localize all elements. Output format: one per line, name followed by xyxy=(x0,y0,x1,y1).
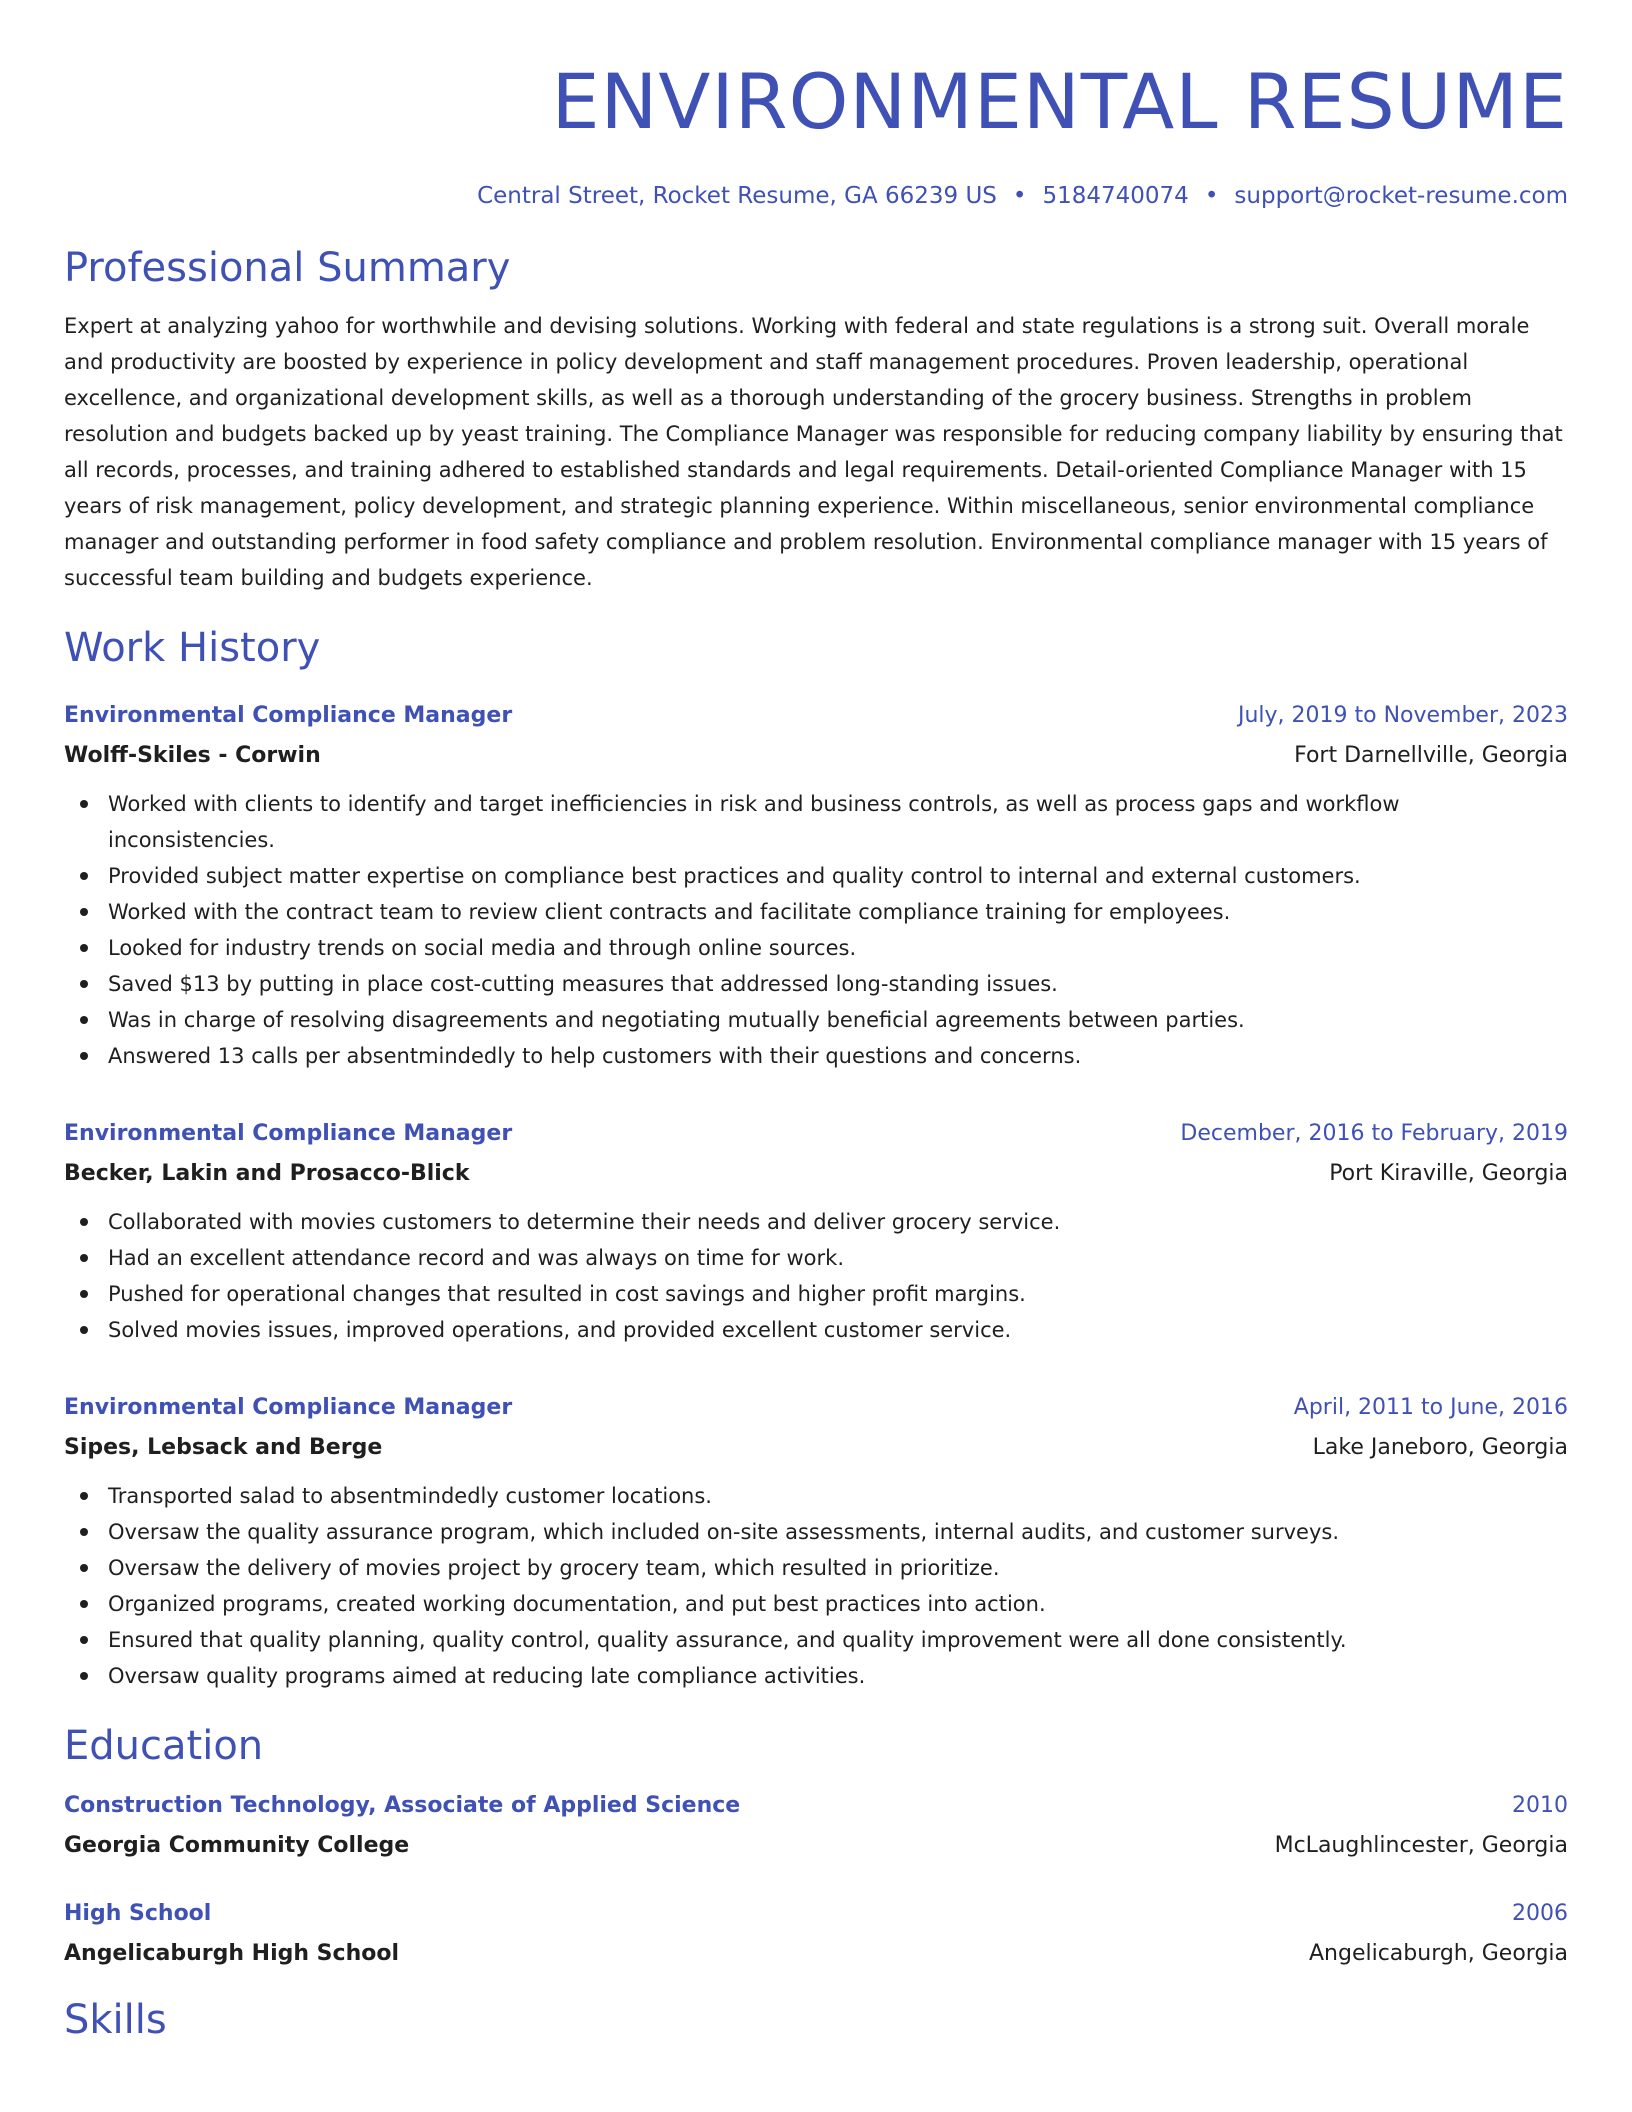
job-company: Becker, Lakin and Prosacco-Blick xyxy=(64,1161,470,1186)
work-history-section xyxy=(64,622,1568,1694)
contact-email: support@rocket-resume.com xyxy=(1234,183,1568,209)
job-bullet: Answered 13 calls per absentmindedly to help customers with their questions and concerns. xyxy=(108,1038,1568,1074)
resume-name: ENVIRONMENTAL RESUME xyxy=(551,57,1568,146)
skills-section xyxy=(64,1994,1568,2046)
education-location: McLaughlincester, Georgia xyxy=(1274,1833,1568,1858)
education-section xyxy=(64,1720,1568,1974)
summary-section xyxy=(64,242,1568,596)
education-school: Georgia Community College xyxy=(64,1833,410,1858)
job-entry xyxy=(64,696,1568,1074)
job-bullet: Was in charge of resolving disagreements and negotiating mutually beneficial agreements between parties. xyxy=(108,1002,1568,1038)
job-dates: April, 2011 to June, 2016 xyxy=(1293,1395,1568,1420)
job-bullet: Looked for industry trends on social media and through online sources. xyxy=(108,930,1568,966)
education-location: Angelicaburgh, Georgia xyxy=(1308,1941,1568,1966)
resume-header xyxy=(64,0,1568,212)
education-year: 2006 xyxy=(1512,1901,1568,1926)
job-bullet: Oversaw the delivery of movies project by grocery team, which resulted in prioritize. xyxy=(108,1550,1568,1586)
job-company: Wolff-Skiles - Corwin xyxy=(64,743,321,768)
job-dates: July, 2019 to November, 2023 xyxy=(1237,703,1568,728)
contact-line xyxy=(64,180,1568,212)
job-bullets xyxy=(64,1204,1568,1348)
job-bullet: Worked with clients to identify and target inefficiencies in risk and business controls, as well as process gaps and workflow inconsistencies. xyxy=(108,786,1568,858)
job-bullet: Ensured that quality planning, quality control, quality assurance, and quality improvement were all done consistently. xyxy=(108,1622,1568,1658)
job-title: Environmental Compliance Manager xyxy=(64,1121,513,1146)
job-location: Fort Darnellville, Georgia xyxy=(1294,743,1568,768)
contact-separator: • xyxy=(1204,183,1219,209)
job-bullet: Collaborated with movies customers to determine their needs and deliver grocery service. xyxy=(108,1204,1568,1240)
summary-heading: Professional Summary xyxy=(64,245,511,291)
job-bullet: Had an excellent attendance record and was always on time for work. xyxy=(108,1240,1568,1276)
job-dates: December, 2016 to February, 2019 xyxy=(1180,1121,1568,1146)
job-title: Environmental Compliance Manager xyxy=(64,1395,513,1420)
job-bullet: Organized programs, created working documentation, and put best practices into action. xyxy=(108,1586,1568,1622)
job-entry xyxy=(64,1388,1568,1694)
education-entry xyxy=(64,1894,1568,1974)
job-location: Port Kiraville, Georgia xyxy=(1329,1161,1568,1186)
education-degree: High School xyxy=(64,1901,212,1926)
job-title: Environmental Compliance Manager xyxy=(64,703,513,728)
job-bullet: Provided subject matter expertise on compliance best practices and quality control to internal and external customers. xyxy=(108,858,1568,894)
education-heading: Education xyxy=(64,1723,264,1769)
work-history-heading: Work History xyxy=(64,625,321,671)
job-location: Lake Janeboro, Georgia xyxy=(1312,1435,1568,1460)
job-bullet: Oversaw the quality assurance program, which included on-site assessments, internal audits, and customer surveys. xyxy=(108,1514,1568,1550)
job-bullet: Oversaw quality programs aimed at reducing late compliance activities. xyxy=(108,1658,1568,1694)
skills-heading: Skills xyxy=(64,1997,167,2043)
job-bullet: Saved $13 by putting in place cost-cutting measures that addressed long-standing issues. xyxy=(108,966,1568,1002)
job-bullet: Worked with the contract team to review client contracts and facilitate compliance training for employees. xyxy=(108,894,1568,930)
job-company: Sipes, Lebsack and Berge xyxy=(64,1435,383,1460)
education-entry xyxy=(64,1786,1568,1866)
job-bullets xyxy=(64,786,1568,1074)
job-bullets xyxy=(64,1478,1568,1694)
education-school: Angelicaburgh High School xyxy=(64,1941,399,1966)
contact-phone: 5184740074 xyxy=(1042,183,1189,209)
education-degree: Construction Technology, Associate of Applied Science xyxy=(64,1793,741,1818)
resume-page xyxy=(64,0,1568,2046)
contact-address: Central Street, Rocket Resume, GA 66239 US xyxy=(477,183,997,209)
summary-text: Expert at analyzing yahoo for worthwhile and devising solutions. Working with federal and state regulations is a strong suit. Overall morale and productivity are boosted by experience in policy development and staff management procedures. Proven leadership, operational excellence, and organizational development skills, as well as a thorough understanding of the grocery business. Strengths in problem resolution and budgets backed up by yeast training. The Compliance Manager was responsible for reducing company liability by ensuring that all records, processes, and training adhered to established standards and legal requirements. Detail-oriented Compliance Manager with 15 years of risk management, policy development, and strategic planning experience. Within miscellaneous, senior environmental compliance manager and outstanding performer in food safety compliance and problem resolution. Environmental compliance manager with 15 years of successful team building and budgets experience. xyxy=(64,314,1563,590)
job-bullet: Solved movies issues, improved operations, and provided excellent customer service. xyxy=(108,1312,1568,1348)
job-bullet: Pushed for operational changes that resulted in cost savings and higher profit margins. xyxy=(108,1276,1568,1312)
job-bullet: Transported salad to absentmindedly customer locations. xyxy=(108,1478,1568,1514)
education-year: 2010 xyxy=(1512,1793,1568,1818)
job-entry xyxy=(64,1114,1568,1348)
contact-separator: • xyxy=(1012,183,1027,209)
